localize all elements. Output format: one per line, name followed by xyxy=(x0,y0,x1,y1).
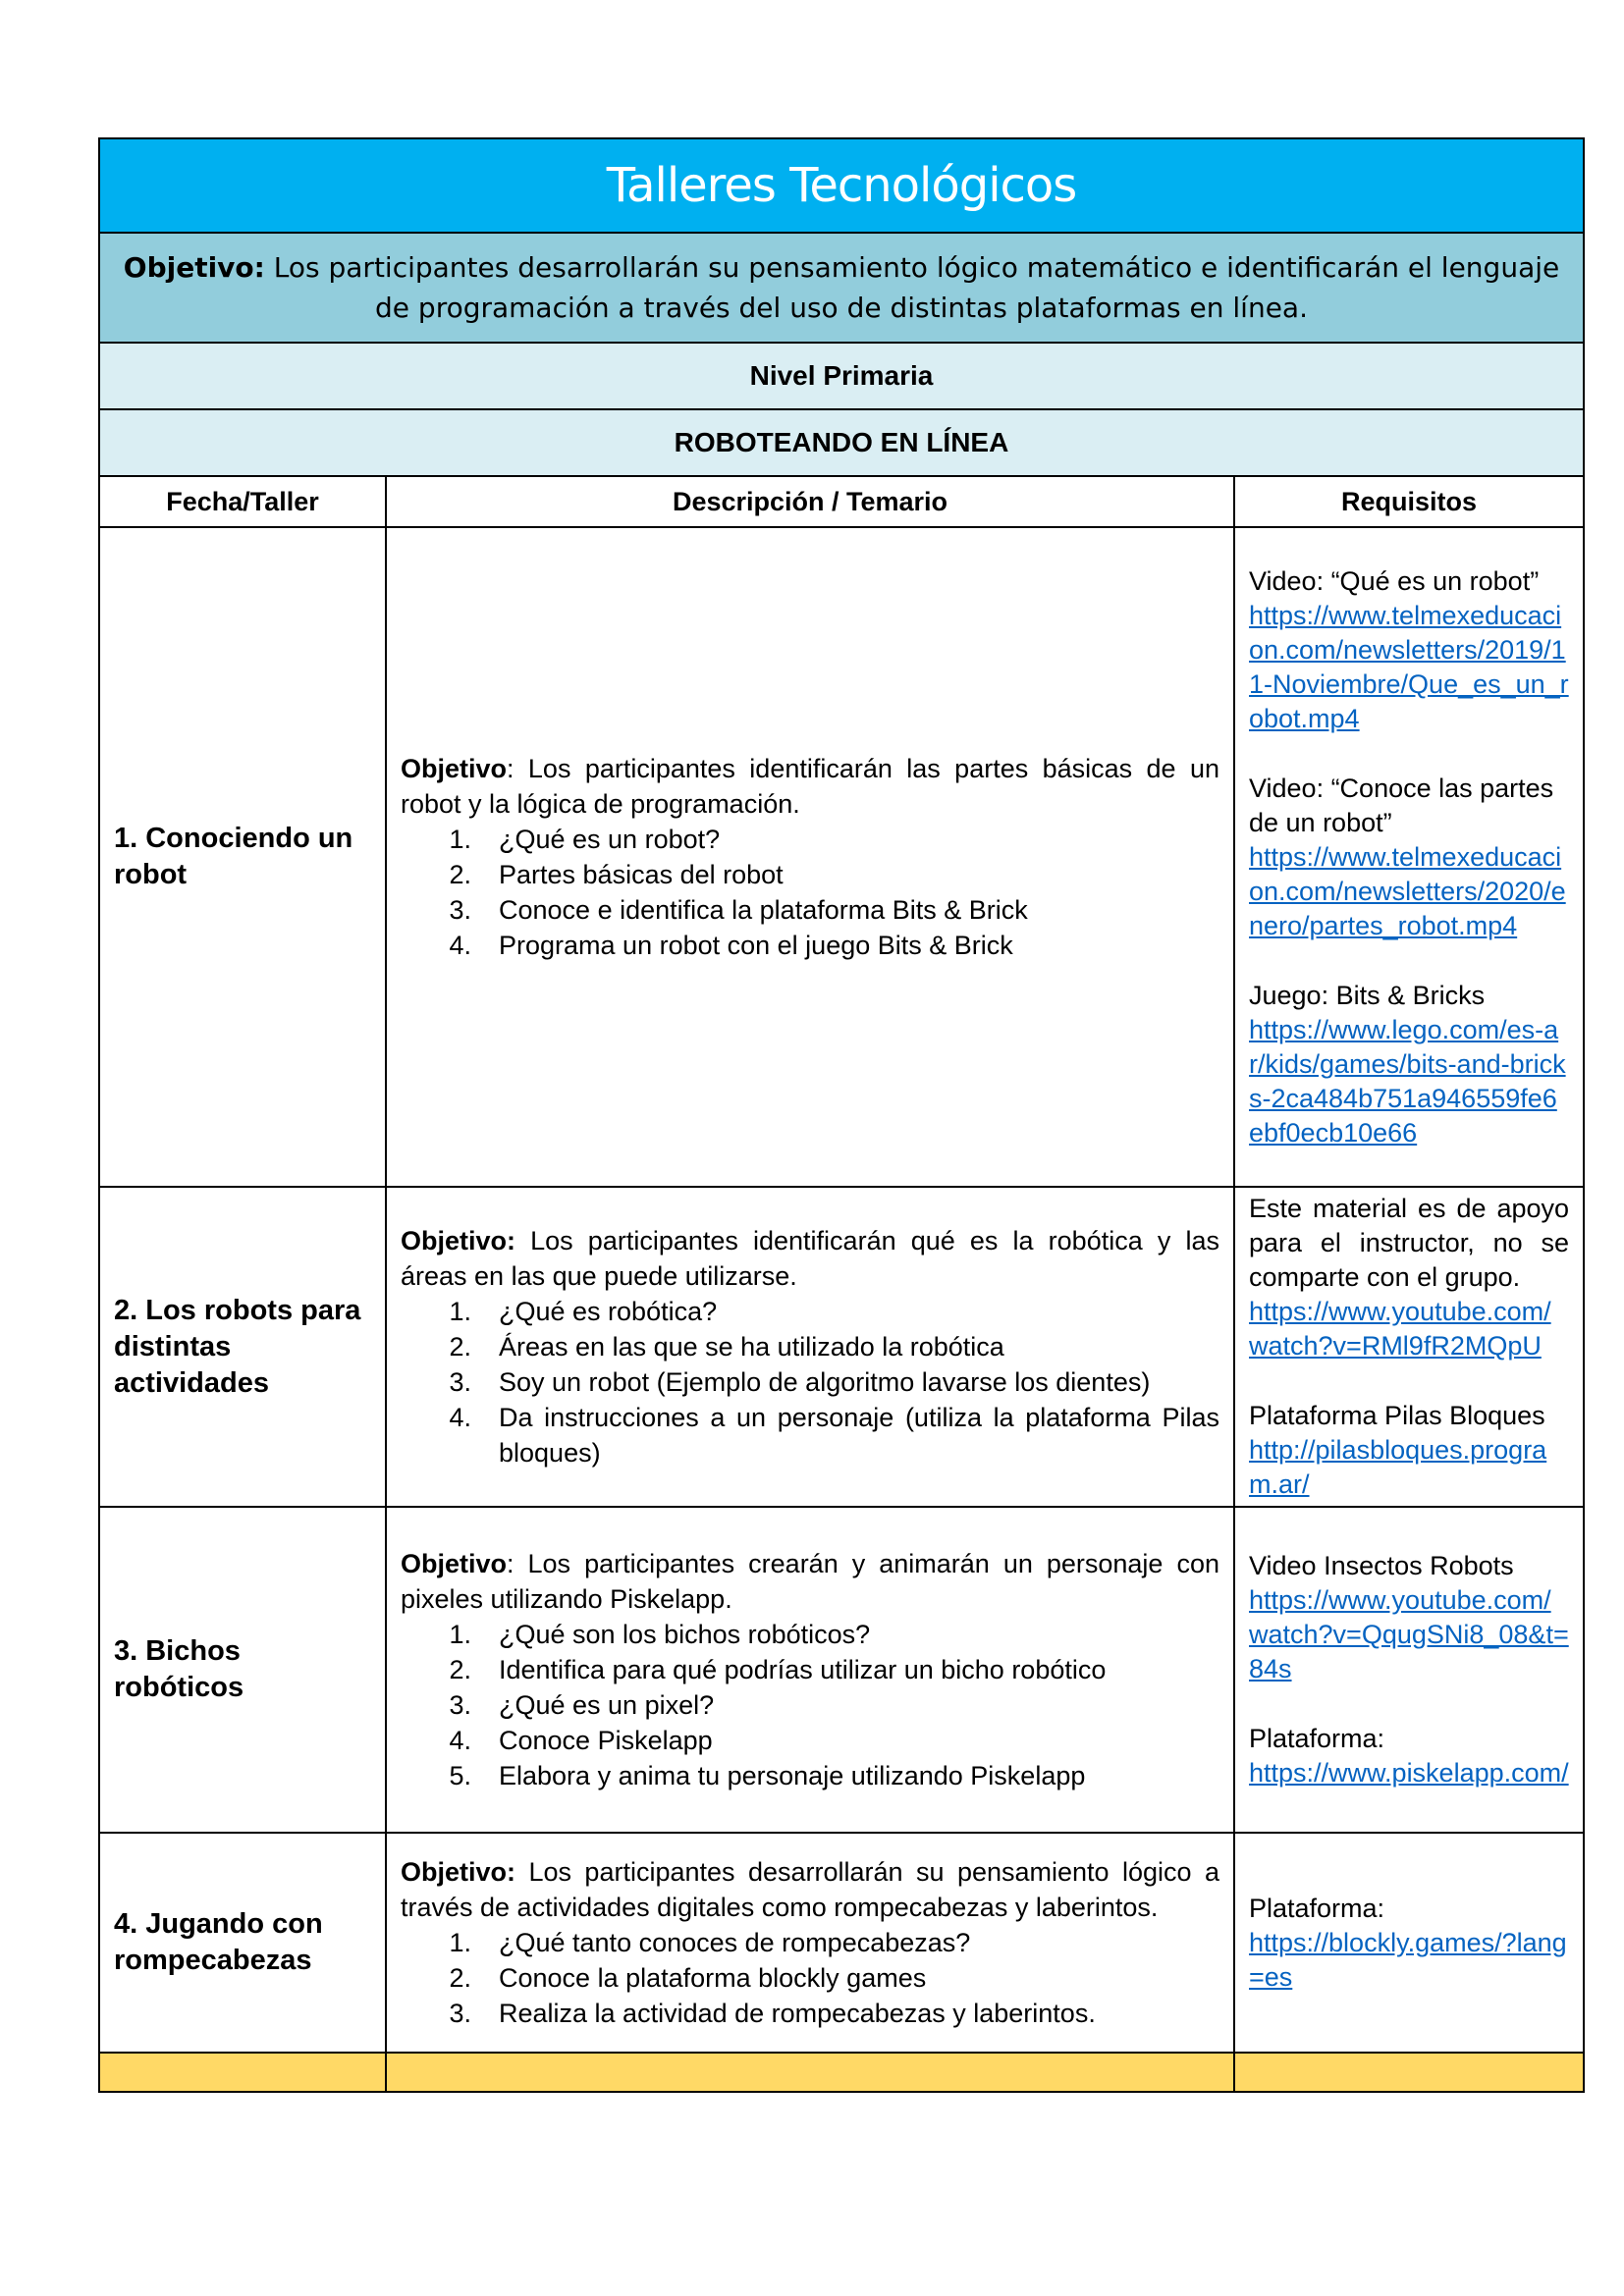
topic-text: Conoce la plataforma blockly games xyxy=(499,1963,927,1993)
requirement-link[interactable]: https://www.youtube.com/watch?v=QqugSNi8_08&t=84s xyxy=(1249,1585,1569,1683)
general-objective-text: Los participantes desarrollarán su pensamiento lógico matemático e identificarán el lenguaje de programación a través del uso de distintas plataformas en línea. xyxy=(264,251,1560,324)
requirement-item xyxy=(1249,772,1569,943)
level-heading: Nivel Primaria xyxy=(99,343,1584,409)
workshop-description xyxy=(386,1187,1234,1507)
requirement-item xyxy=(1249,979,1569,1150)
workshop-description xyxy=(386,1833,1234,2053)
requirement-label: Video Insectos Robots xyxy=(1249,1551,1514,1580)
topic-item xyxy=(401,1617,1219,1652)
column-header-requirements: Requisitos xyxy=(1234,476,1584,527)
topic-item xyxy=(401,928,1219,963)
requirement-label: Este material es de apoyo para el instructor, no se comparte con el grupo. xyxy=(1249,1194,1570,1292)
table-row xyxy=(99,1833,1584,2053)
topic-text: Programa un robot con el juego Bits & Brick xyxy=(499,931,1013,960)
topic-text: Identifica para qué podrías utilizar un bicho robótico xyxy=(499,1655,1107,1684)
footer-cell xyxy=(99,2053,386,2092)
table-row xyxy=(99,1187,1584,1507)
topic-item xyxy=(401,1687,1219,1723)
requirement-label: Juego: Bits & Bricks xyxy=(1249,980,1486,1010)
topic-number: 2. xyxy=(449,1963,471,1993)
table-row xyxy=(99,527,1584,1187)
general-objective-label: Objetivo: xyxy=(123,251,265,284)
topic-number: 1. xyxy=(449,1620,471,1649)
requirement-label: Plataforma Pilas Bloques xyxy=(1249,1401,1545,1430)
topic-text: ¿Qué es un robot? xyxy=(499,825,721,854)
topic-item xyxy=(401,1294,1219,1329)
workshop-objective-label: Objetivo: xyxy=(401,1857,516,1887)
requirement-link[interactable]: http://pilasbloques.program.ar/ xyxy=(1249,1435,1547,1499)
section-heading: ROBOTEANDO EN LÍNEA xyxy=(99,409,1584,476)
topic-text: Partes básicas del robot xyxy=(499,860,784,889)
workshop-requirements xyxy=(1234,1187,1584,1507)
topic-text: Conoce Piskelapp xyxy=(499,1726,713,1755)
workshop-objective-text: Los participantes desarrollarán su pensamiento lógico a través de actividades digitales como rompecabezas y laberintos. xyxy=(401,1857,1219,1922)
workshop-objective-text: : Los participantes identificarán las partes básicas de un robot y la lógica de programación. xyxy=(401,754,1219,819)
topic-list xyxy=(401,1294,1219,1470)
topic-item xyxy=(401,857,1219,892)
topic-text: Elabora y anima tu personaje utilizando Piskelapp xyxy=(499,1761,1086,1790)
workshop-description xyxy=(386,1507,1234,1833)
workshop-name: 2. Los robots para distintas actividades xyxy=(99,1187,386,1507)
requirement-link[interactable]: https://www.piskelapp.com/ xyxy=(1249,1758,1569,1788)
workshop-name: 1. Conociendo un robot xyxy=(99,527,386,1187)
topic-item xyxy=(401,1400,1219,1470)
requirement-link[interactable]: https://www.telmexeducacion.com/newsletters/2020/enero/partes_robot.mp4 xyxy=(1249,841,1566,940)
topic-number: 5. xyxy=(449,1761,471,1790)
workshop-objective xyxy=(401,1223,1219,1294)
document-title: Talleres Tecnológicos xyxy=(99,138,1584,233)
requirement-label: Video: “Conoce las partes de un robot” xyxy=(1249,773,1554,837)
workshop-objective-label: Objetivo: xyxy=(401,1226,516,1255)
topic-item xyxy=(401,892,1219,928)
topic-text: Da instrucciones a un personaje (utiliza la plataforma Pilas bloques) xyxy=(499,1403,1219,1468)
topic-text: Conoce e identifica la plataforma Bits & Brick xyxy=(499,895,1028,925)
topic-item xyxy=(401,1364,1219,1400)
requirement-item xyxy=(1249,1399,1569,1502)
topic-number: 3. xyxy=(449,895,471,925)
workshop-table-page xyxy=(98,137,1583,2093)
topic-item xyxy=(401,1329,1219,1364)
workshop-objective xyxy=(401,1854,1219,1925)
topic-item xyxy=(401,1652,1219,1687)
requirement-label: Plataforma: xyxy=(1249,1893,1385,1923)
footer-row xyxy=(99,2053,1584,2092)
workshop-objective-label: Objetivo xyxy=(401,1549,508,1578)
requirement-item xyxy=(1249,1722,1569,1790)
topic-text: ¿Qué es un pixel? xyxy=(499,1690,715,1720)
workshop-objective-text: : Los participantes crearán y animarán un personaje con pixeles utilizando Piskelapp. xyxy=(401,1549,1219,1614)
topic-text: Áreas en las que se ha utilizado la robótica xyxy=(499,1332,1004,1362)
topic-text: Soy un robot (Ejemplo de algoritmo lavarse los dientes) xyxy=(499,1367,1151,1397)
topic-item xyxy=(401,1925,1219,1960)
requirement-label: Plataforma: xyxy=(1249,1724,1385,1753)
requirement-item xyxy=(1249,1892,1569,1995)
topic-number: 2. xyxy=(449,860,471,889)
requirement-label: Video: “Qué es un robot” xyxy=(1249,565,1540,596)
topic-number: 4. xyxy=(449,1726,471,1755)
topic-item xyxy=(401,822,1219,857)
column-header-workshop: Fecha/Taller xyxy=(99,476,386,527)
requirement-link[interactable]: https://www.youtube.com/watch?v=RMl9fR2MQpU xyxy=(1249,1297,1551,1361)
workshop-description xyxy=(386,527,1234,1187)
footer-cell xyxy=(1234,2053,1584,2092)
topic-number: 1. xyxy=(449,1928,471,1957)
workshop-name: 4. Jugando con rompecabezas xyxy=(99,1833,386,2053)
topic-item xyxy=(401,1996,1219,2031)
workshop-objective-text: Los participantes identificarán qué es la robótica y las áreas en las que puede utilizarse. xyxy=(401,1226,1219,1291)
requirement-link[interactable]: https://blockly.games/?lang=es xyxy=(1249,1927,1567,1992)
topic-item xyxy=(401,1960,1219,1996)
workshop-objective xyxy=(401,1546,1219,1617)
topic-item xyxy=(401,1758,1219,1793)
topic-number: 3. xyxy=(449,1999,471,2028)
requirement-link[interactable]: https://www.telmexeducacion.com/newsletters/2019/11-Noviembre/Que_es_un_robot.mp4 xyxy=(1249,600,1569,733)
workshop-rows xyxy=(99,527,1584,2053)
topic-text: ¿Qué son los bichos robóticos? xyxy=(499,1620,871,1649)
topic-list xyxy=(401,822,1219,963)
column-header-description: Descripción / Temario xyxy=(386,476,1234,527)
workshop-table xyxy=(98,137,1585,2093)
workshop-objective-label: Objetivo xyxy=(401,754,508,783)
workshop-requirements xyxy=(1234,527,1584,1187)
requirement-item xyxy=(1249,1192,1569,1363)
requirement-item xyxy=(1249,1549,1569,1686)
topic-number: 2. xyxy=(449,1655,471,1684)
workshop-objective xyxy=(401,751,1219,822)
topic-number: 1. xyxy=(449,825,471,854)
footer-cell xyxy=(386,2053,1234,2092)
topic-text: Realiza la actividad de rompecabezas y laberintos. xyxy=(499,1999,1096,2028)
topic-text: ¿Qué tanto conoces de rompecabezas? xyxy=(499,1928,971,1957)
topic-number: 4. xyxy=(449,931,471,960)
workshop-requirements xyxy=(1234,1507,1584,1833)
general-objective xyxy=(99,233,1584,343)
topic-text: ¿Qué es robótica? xyxy=(499,1297,718,1326)
topic-number: 1. xyxy=(449,1297,471,1326)
topic-number: 3. xyxy=(449,1367,471,1397)
topic-list xyxy=(401,1925,1219,2031)
workshop-requirements xyxy=(1234,1833,1584,2053)
workshop-name: 3. Bichos robóticos xyxy=(99,1507,386,1833)
requirement-item xyxy=(1249,564,1569,736)
topic-list xyxy=(401,1617,1219,1793)
table-row xyxy=(99,1507,1584,1833)
topic-number: 2. xyxy=(449,1332,471,1362)
requirement-link[interactable]: https://www.lego.com/es-ar/kids/games/bits-and-bricks-2ca484b751a946559fe6ebf0ecb10e66 xyxy=(1249,1014,1566,1148)
topic-number: 3. xyxy=(449,1690,471,1720)
topic-item xyxy=(401,1723,1219,1758)
topic-number: 4. xyxy=(449,1403,471,1432)
